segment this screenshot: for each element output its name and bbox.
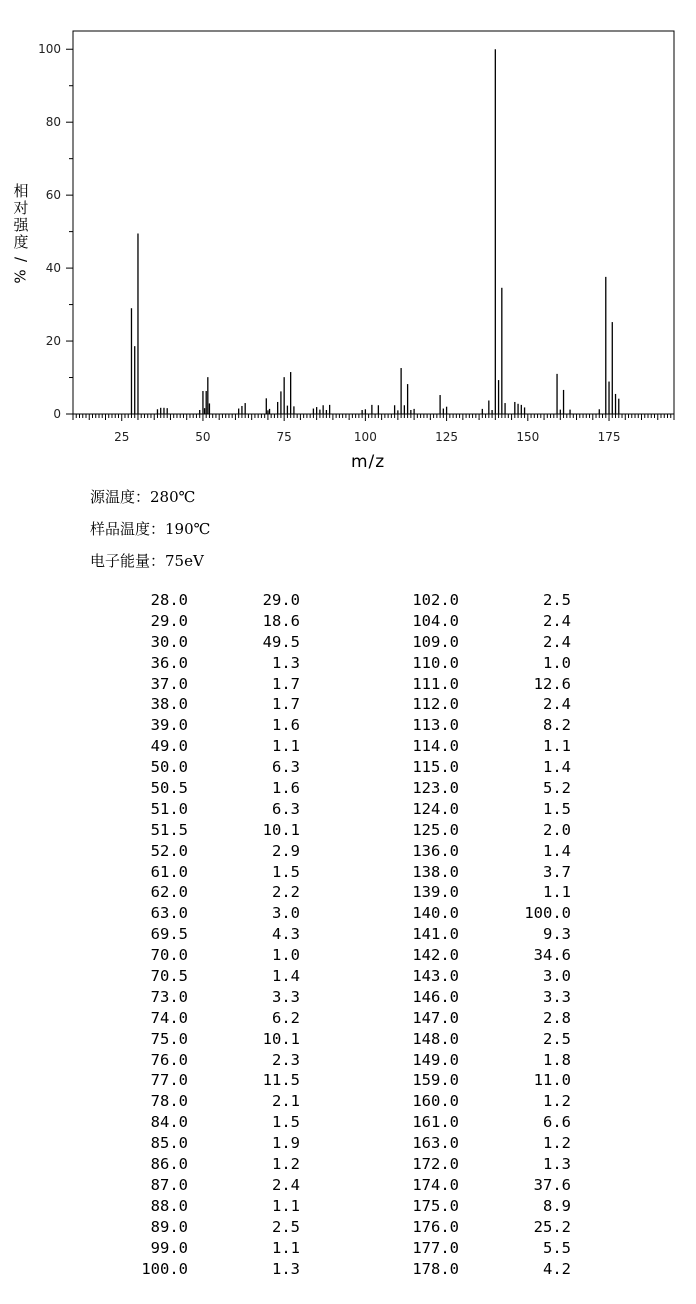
peak-mz: 123.0	[412, 779, 459, 798]
peak-abundance: 6.3	[272, 799, 300, 818]
peak-abundance: 25.2	[533, 1217, 571, 1236]
peak-row	[387, 1238, 571, 1259]
peak-abundance: 1.1	[543, 883, 571, 902]
x-tick-label: 100	[353, 430, 377, 444]
peak-row	[116, 757, 300, 778]
peak-abundance: 100.0	[524, 904, 571, 923]
peak-abundance: 2.4	[543, 611, 571, 630]
peak-abundance: 2.5	[543, 591, 571, 609]
peak-abundance: 2.8	[543, 1008, 571, 1027]
peak-row	[387, 1133, 571, 1154]
peak-abundance: 1.2	[543, 1134, 571, 1153]
peak-mz: 172.0	[412, 1155, 459, 1174]
peak-row	[116, 694, 300, 715]
peak-row	[116, 1196, 300, 1217]
peak-row	[387, 757, 571, 778]
peak-mz: 70.0	[150, 946, 188, 965]
peak-row	[387, 590, 571, 611]
peak-mz: 78.0	[150, 1092, 188, 1111]
plot-frame	[73, 31, 674, 414]
peak-abundance: 29.0	[262, 591, 300, 609]
x-axis-label: m/z	[351, 452, 386, 472]
peak-mz: 139.0	[412, 883, 459, 902]
peak-abundance: 1.1	[272, 737, 300, 756]
peak-row	[116, 590, 300, 611]
peak-row	[387, 882, 571, 903]
peak-mz: 147.0	[412, 1008, 459, 1027]
y-axis-label-char: /	[11, 256, 30, 263]
peak-mz: 85.0	[150, 1134, 188, 1153]
peak-row	[387, 1008, 571, 1029]
peak-row	[387, 736, 571, 757]
peak-abundance: 1.6	[272, 779, 300, 798]
peak-mz: 161.0	[412, 1113, 459, 1132]
peak-abundance: 9.3	[543, 925, 571, 944]
peak-mz: 176.0	[412, 1217, 459, 1236]
peak-mz: 159.0	[412, 1071, 459, 1090]
peak-row	[387, 1196, 571, 1217]
peak-mz: 138.0	[412, 862, 459, 881]
peak-row	[387, 841, 571, 862]
peak-abundance: 2.5	[543, 1029, 571, 1048]
peak-abundance: 10.1	[262, 1029, 300, 1048]
peak-abundance: 5.2	[543, 779, 571, 798]
peak-mz: 109.0	[412, 632, 459, 651]
peak-row	[387, 778, 571, 799]
peak-row	[387, 987, 571, 1008]
peak-row	[116, 1029, 300, 1050]
peak-mz: 112.0	[412, 695, 459, 714]
peak-mz: 178.0	[412, 1259, 459, 1278]
peak-row	[116, 882, 300, 903]
peak-row	[116, 1070, 300, 1091]
y-tick-label: 20	[45, 334, 61, 349]
sample-temperature: 样品温度：190℃	[90, 520, 211, 538]
peak-mz: 136.0	[412, 841, 459, 860]
peak-abundance: 4.3	[272, 925, 300, 944]
peak-row	[387, 862, 571, 883]
peak-abundance: 2.9	[272, 841, 300, 860]
peak-abundance: 1.8	[543, 1050, 571, 1069]
peak-row	[116, 632, 300, 653]
peak-row	[116, 611, 300, 632]
y-tick-label: 40	[45, 261, 61, 276]
peak-row	[387, 820, 571, 841]
peak-mz: 104.0	[412, 611, 459, 630]
peak-mz: 87.0	[150, 1175, 188, 1194]
peak-mz: 115.0	[412, 758, 459, 777]
peak-abundance: 1.5	[272, 862, 300, 881]
peak-row	[387, 1112, 571, 1133]
peak-mz: 50.5	[150, 779, 188, 798]
peak-row	[116, 945, 300, 966]
spectrum-peaks	[131, 49, 618, 414]
peak-row	[387, 1259, 571, 1280]
peak-row	[387, 1175, 571, 1196]
peak-row	[387, 1154, 571, 1175]
peak-row	[116, 966, 300, 987]
y-axis-label-char: 强	[13, 216, 29, 234]
peak-mz: 38.0	[150, 695, 188, 714]
peak-row	[387, 966, 571, 987]
x-tick-label: 75	[276, 430, 292, 444]
peak-mz: 73.0	[150, 987, 188, 1006]
peak-mz: 141.0	[412, 925, 459, 944]
peak-mz: 174.0	[412, 1175, 459, 1194]
peak-abundance: 2.3	[272, 1050, 300, 1069]
peak-mz: 84.0	[150, 1113, 188, 1132]
y-axis-label-char: %	[11, 269, 30, 284]
peak-row	[116, 862, 300, 883]
x-tick-label: 25	[114, 430, 130, 444]
peak-mz: 89.0	[150, 1217, 188, 1236]
peak-abundance: 1.1	[272, 1196, 300, 1215]
peak-abundance: 1.4	[272, 967, 300, 986]
peak-abundance: 2.4	[543, 632, 571, 651]
peak-mz: 88.0	[150, 1196, 188, 1215]
peak-row	[116, 1133, 300, 1154]
peak-row	[116, 653, 300, 674]
electron-energy: 电子能量：75eV	[90, 552, 204, 570]
peak-abundance: 1.3	[543, 1155, 571, 1174]
peak-mz: 49.0	[150, 737, 188, 756]
x-tick-label: 175	[597, 430, 621, 444]
y-axis-label-char: 度	[13, 233, 29, 251]
peak-abundance: 1.3	[272, 653, 300, 672]
peak-row	[387, 1217, 571, 1238]
peak-mz: 29.0	[150, 611, 188, 630]
peak-mz: 52.0	[150, 841, 188, 860]
peak-mz: 124.0	[412, 799, 459, 818]
peak-mz: 28.0	[150, 591, 188, 609]
peak-mz: 113.0	[412, 716, 459, 735]
peak-abundance: 4.2	[543, 1259, 571, 1278]
peak-mz: 102.0	[412, 591, 459, 609]
peak-mz: 62.0	[150, 883, 188, 902]
peak-row	[387, 1050, 571, 1071]
peak-row	[387, 945, 571, 966]
peak-mz: 51.0	[150, 799, 188, 818]
peak-abundance: 3.7	[543, 862, 571, 881]
peak-row	[387, 611, 571, 632]
peak-abundance: 6.2	[272, 1008, 300, 1027]
peak-abundance: 1.1	[272, 1238, 300, 1257]
peak-row	[116, 1112, 300, 1133]
y-tick-label: 0	[53, 407, 61, 421]
peak-abundance: 18.6	[262, 611, 300, 630]
peak-row	[116, 1175, 300, 1196]
peak-mz: 160.0	[412, 1092, 459, 1111]
peak-abundance: 6.6	[543, 1113, 571, 1132]
peak-mz: 69.5	[150, 925, 188, 944]
peak-mz: 51.5	[150, 820, 188, 839]
peak-abundance: 2.5	[272, 1217, 300, 1236]
x-axis-ticks	[73, 414, 674, 444]
peak-abundance: 12.6	[533, 674, 571, 693]
peak-abundance: 1.9	[272, 1134, 300, 1153]
peak-mz: 70.5	[150, 967, 188, 986]
peak-abundance: 2.4	[272, 1175, 300, 1194]
peak-mz: 140.0	[412, 904, 459, 923]
peak-abundance: 2.0	[543, 820, 571, 839]
peak-row	[387, 632, 571, 653]
peak-abundance: 1.5	[272, 1113, 300, 1132]
peak-abundance: 8.9	[543, 1196, 571, 1215]
peak-mz: 37.0	[150, 674, 188, 693]
peak-abundance: 1.1	[543, 737, 571, 756]
peak-abundance: 1.0	[543, 653, 571, 672]
peak-row	[387, 1070, 571, 1091]
peak-mz: 142.0	[412, 946, 459, 965]
y-axis-label-char: 相	[13, 182, 29, 200]
peak-mz: 163.0	[412, 1134, 459, 1153]
peak-mz: 114.0	[412, 737, 459, 756]
peak-row	[116, 987, 300, 1008]
peak-mz: 143.0	[412, 967, 459, 986]
peak-row	[116, 841, 300, 862]
peak-row	[387, 799, 571, 820]
peak-abundance: 1.4	[543, 841, 571, 860]
peak-abundance: 1.3	[272, 1259, 300, 1278]
peak-mz: 111.0	[412, 674, 459, 693]
peak-abundance: 2.1	[272, 1092, 300, 1111]
y-axis-label	[10, 183, 32, 285]
peak-mz: 177.0	[412, 1238, 459, 1257]
peak-abundance: 5.5	[543, 1238, 571, 1257]
peak-abundance: 1.2	[272, 1155, 300, 1174]
peak-abundance: 1.6	[272, 716, 300, 735]
peak-row	[116, 924, 300, 945]
peak-mz: 63.0	[150, 904, 188, 923]
peak-mz: 99.0	[150, 1238, 188, 1257]
peak-row	[116, 1008, 300, 1029]
peak-abundance: 8.2	[543, 716, 571, 735]
peak-row	[116, 715, 300, 736]
peak-mz: 175.0	[412, 1196, 459, 1215]
peak-mz: 110.0	[412, 653, 459, 672]
peak-abundance: 2.2	[272, 883, 300, 902]
peak-abundance: 1.0	[272, 946, 300, 965]
mass-spectrum-chart	[0, 0, 696, 480]
peak-mz: 74.0	[150, 1008, 188, 1027]
peak-mz: 100.0	[141, 1259, 188, 1278]
peak-abundance: 3.0	[543, 967, 571, 986]
peak-abundance: 37.6	[533, 1175, 571, 1194]
peak-mz: 36.0	[150, 653, 188, 672]
peak-abundance: 6.3	[272, 758, 300, 777]
peak-abundance: 34.6	[533, 946, 571, 965]
peak-row	[387, 674, 571, 695]
peak-abundance: 3.3	[543, 987, 571, 1006]
peak-abundance: 3.3	[272, 987, 300, 1006]
peak-row	[116, 1050, 300, 1071]
peak-mz: 148.0	[412, 1029, 459, 1048]
peak-mz: 77.0	[150, 1071, 188, 1090]
peak-table-right	[387, 590, 571, 1279]
peak-abundance: 11.5	[262, 1071, 300, 1090]
peak-abundance: 10.1	[262, 820, 300, 839]
peak-mz: 86.0	[150, 1155, 188, 1174]
peak-abundance: 1.2	[543, 1092, 571, 1111]
peak-mz: 125.0	[412, 820, 459, 839]
peak-row	[387, 903, 571, 924]
peak-abundance: 49.5	[262, 632, 300, 651]
y-tick-label: 100	[38, 42, 61, 57]
peak-row	[387, 924, 571, 945]
peak-row	[116, 820, 300, 841]
peak-row	[116, 799, 300, 820]
y-tick-label: 80	[45, 115, 61, 130]
peak-mz: 76.0	[150, 1050, 188, 1069]
peak-row	[116, 903, 300, 924]
peak-row	[116, 1154, 300, 1175]
peak-mz: 61.0	[150, 862, 188, 881]
peak-row	[387, 1091, 571, 1112]
peak-row	[116, 1238, 300, 1259]
source-temperature: 源温度：280℃	[90, 488, 196, 506]
x-tick-label: 125	[435, 430, 459, 444]
x-tick-label: 150	[516, 430, 540, 444]
peak-abundance: 1.7	[272, 695, 300, 714]
y-tick-label: 60	[45, 188, 61, 203]
peak-abundance: 3.0	[272, 904, 300, 923]
peak-mz: 146.0	[412, 987, 459, 1006]
peak-abundance: 1.4	[543, 758, 571, 777]
y-axis-label-char: 对	[13, 199, 29, 217]
peak-abundance: 11.0	[533, 1071, 571, 1090]
peak-row	[116, 778, 300, 799]
x-tick-label: 50	[195, 430, 211, 444]
y-axis-ticks	[38, 42, 73, 421]
peak-abundance: 1.7	[272, 674, 300, 693]
peak-row	[116, 1259, 300, 1280]
peak-row	[116, 736, 300, 757]
peak-table-left	[116, 590, 300, 1279]
peak-abundance: 1.5	[543, 799, 571, 818]
peak-mz: 149.0	[412, 1050, 459, 1069]
peak-mz: 39.0	[150, 716, 188, 735]
peak-row	[387, 694, 571, 715]
peak-row	[116, 674, 300, 695]
peak-row	[116, 1217, 300, 1238]
peak-abundance: 2.4	[543, 695, 571, 714]
peak-mz: 30.0	[150, 632, 188, 651]
peak-mz: 50.0	[150, 758, 188, 777]
peak-row	[387, 715, 571, 736]
peak-row	[387, 1029, 571, 1050]
peak-row	[387, 653, 571, 674]
peak-row	[116, 1091, 300, 1112]
peak-mz: 75.0	[150, 1029, 188, 1048]
